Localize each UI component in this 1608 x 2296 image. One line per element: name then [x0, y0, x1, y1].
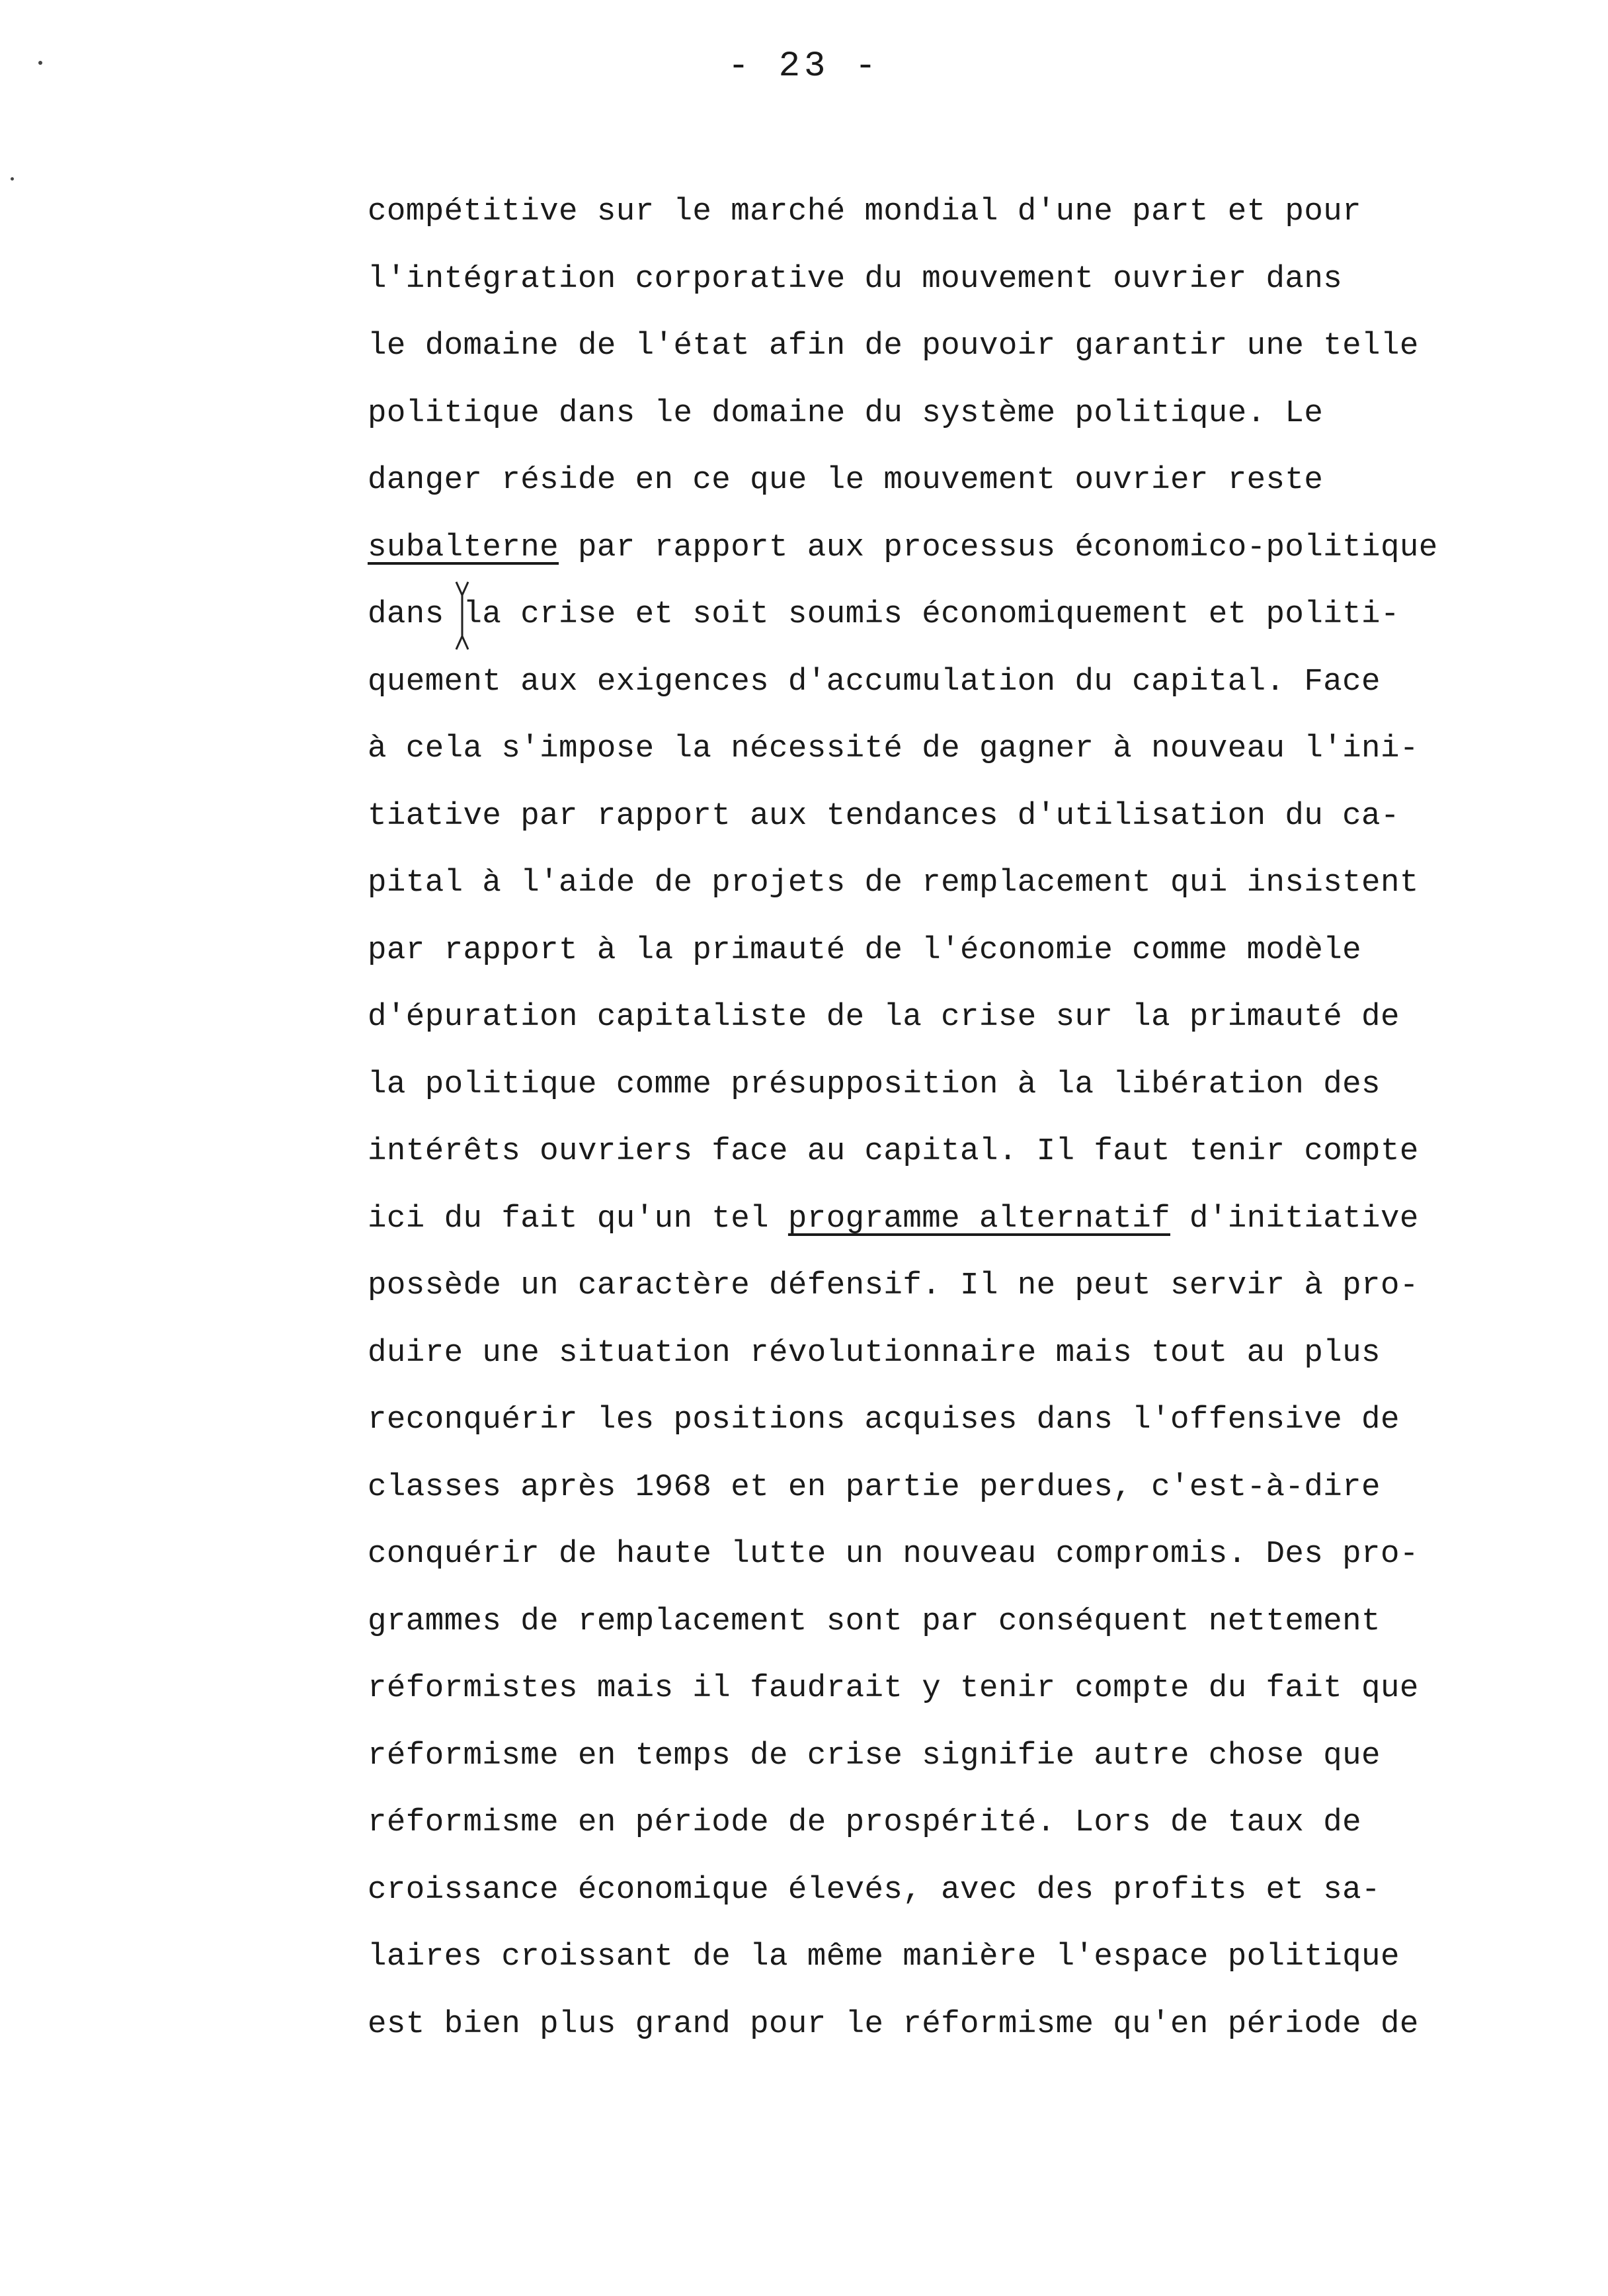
text-line: dans la crise et soit soumis économiquement et politi- — [368, 596, 1400, 632]
text-line: d'épuration capitaliste de la crise sur la primauté de — [368, 999, 1400, 1035]
text-line: réformisme en période de prospérité. Lors de taux de — [368, 1805, 1362, 1840]
text-line: la politique comme présupposition à la libération des — [368, 1066, 1381, 1102]
text-line: classes après 1968 et en partie perdues, c'est-à-dire — [368, 1469, 1381, 1505]
text-line: quement aux exigences d'accumulation du capital. Face — [368, 663, 1381, 700]
text-line: par rapport à la primauté de l'économie comme modèle — [368, 932, 1362, 968]
text-line — [368, 1186, 1551, 1253]
text-line: intérêts ouvriers face au capital. Il faut tenir compte — [368, 1133, 1419, 1169]
text-line: l'intégration corporative du mouvement ouvrier dans — [368, 261, 1343, 297]
text-line: laires croissant de la même manière l'espace politique — [368, 1939, 1400, 1975]
text-segment: par rapport aux processus économico-politique — [559, 529, 1438, 565]
text-line: croissance économique élevés, avec des profits et sa- — [368, 1871, 1381, 1908]
text-line: conquérir de haute lutte un nouveau compromis. Des pro- — [368, 1536, 1419, 1572]
page-number: - 23 - — [727, 46, 881, 87]
underlined-phrase: programme alternatif — [787, 1200, 1170, 1237]
text-line: à cela s'impose la nécessité de gagner à nouveau l'ini- — [368, 731, 1419, 766]
text-line: réformistes mais il faudrait y tenir compte du fait que — [368, 1670, 1419, 1706]
text-line: danger réside en ce que le mouvement ouvrier reste — [368, 462, 1324, 498]
text-segment: ici du fait qu'un tel — [368, 1200, 788, 1237]
text-line: tiative par rapport aux tendances d'utilisation du ca- — [368, 798, 1400, 834]
text-line: compétitive sur le marché mondial d'une part et pour — [368, 194, 1362, 229]
text-line: reconquérir les positions acquises dans l'offensive de — [368, 1402, 1400, 1438]
text-segment: d'initiative — [1170, 1200, 1419, 1237]
body-text — [368, 179, 1551, 2058]
text-line: le domaine de l'état afin de pouvoir garantir une telle — [368, 328, 1419, 364]
text-line: réformisme en temps de crise signifie autre chose que — [368, 1737, 1381, 1774]
text-line: est bien plus grand pour le réformisme qu'en période de — [368, 2006, 1419, 2042]
scan-speck — [11, 177, 14, 181]
underlined-phrase: subalterne — [368, 529, 559, 565]
text-line: possède un caractère défensif. Il ne peut servir à pro- — [368, 1268, 1419, 1303]
text-line: grammes de remplacement sont par conséquent nettement — [368, 1603, 1381, 1639]
scan-speck — [38, 61, 42, 65]
text-line: politique dans le domaine du système politique. Le — [368, 395, 1324, 431]
text-line — [368, 514, 1551, 582]
text-line: duire une situation révolutionnaire mais tout au plus — [368, 1334, 1381, 1371]
text-line: pital à l'aide de projets de remplacement qui insistent — [368, 865, 1419, 901]
